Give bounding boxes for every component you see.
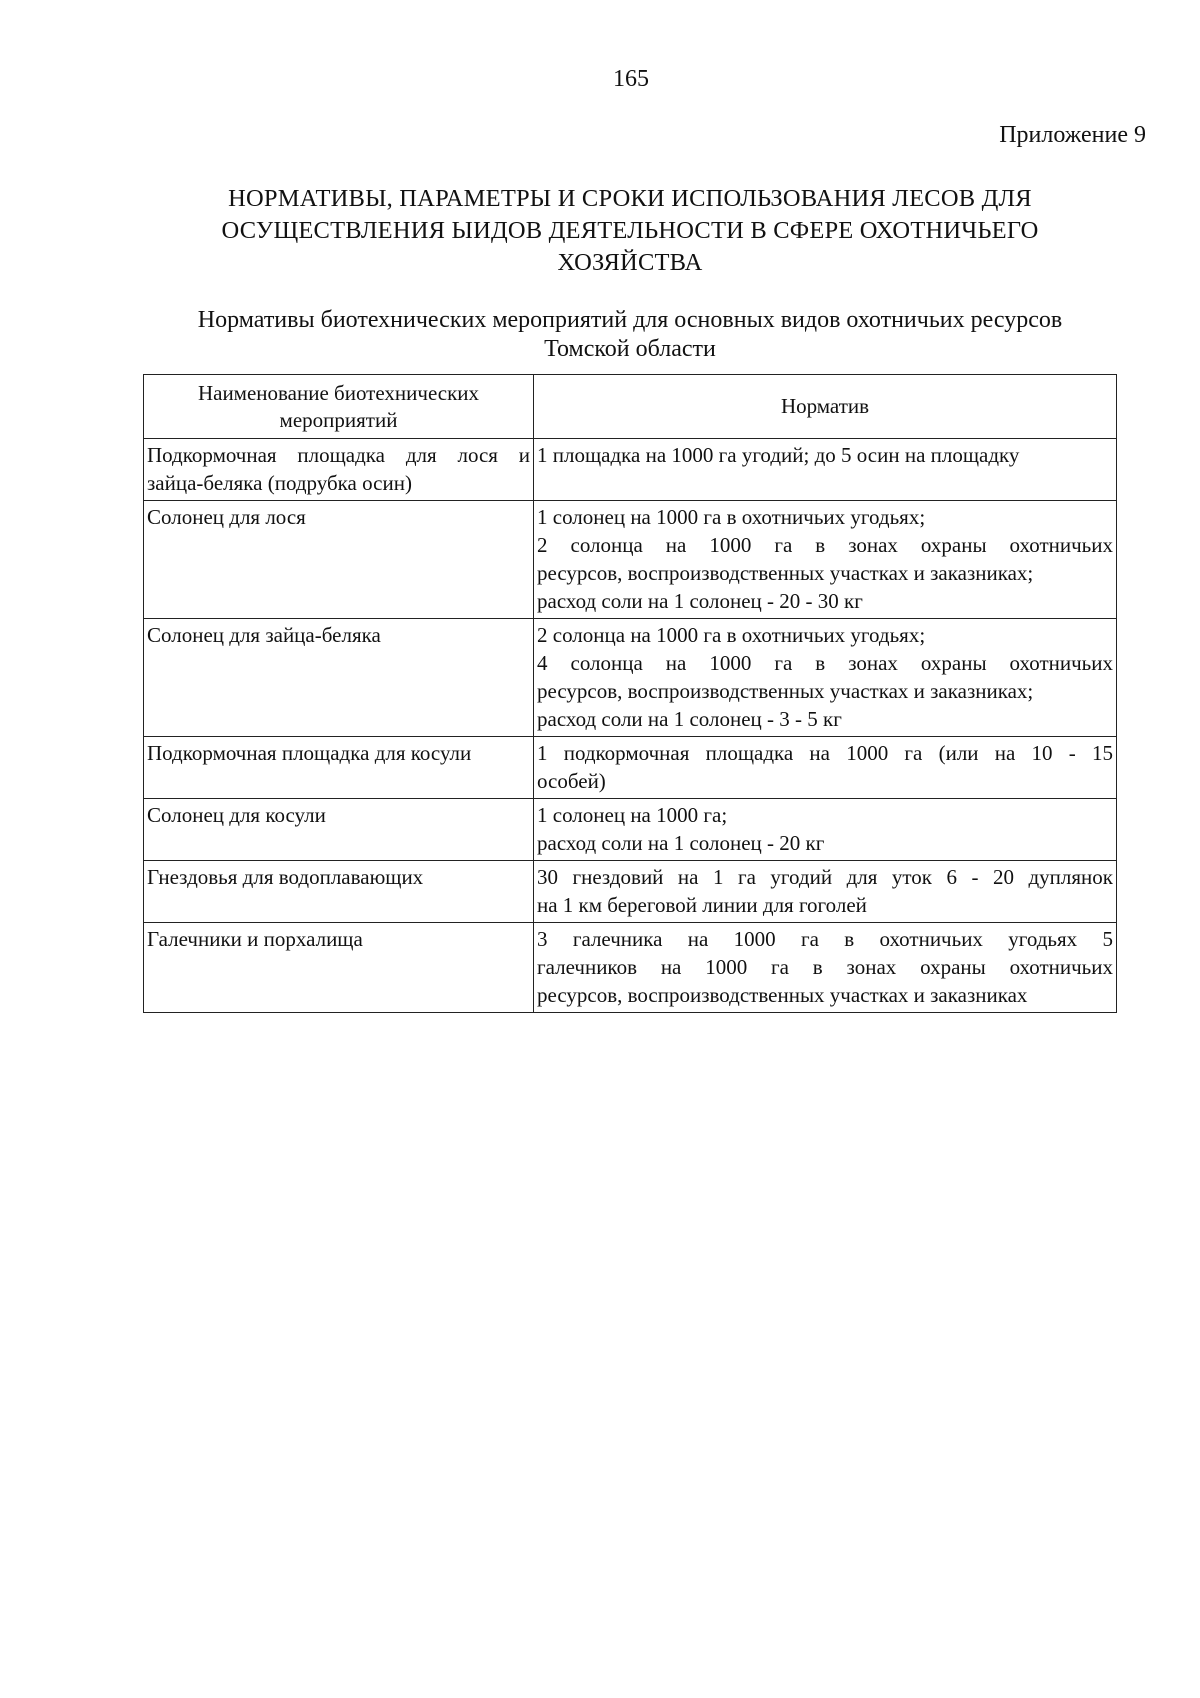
activity-name-cell (144, 619, 534, 737)
norm-line: 2 солонца на 1000 га в зонах охраны охотничьих (537, 533, 1113, 557)
norm-line: на 1 км береговой линии для гоголей (537, 893, 867, 917)
appendix-label: Приложение 9 (999, 122, 1146, 148)
document-title (170, 183, 1090, 279)
norm-cell (534, 439, 1117, 501)
activity-name-line: Подкормочная площадка для косули (147, 741, 472, 765)
table-body (144, 439, 1117, 1013)
norm-line: 3 галечника на 1000 га в охотничьих угодьях 5 (537, 927, 1113, 951)
table-row (144, 923, 1117, 1013)
norm-cell (534, 737, 1117, 799)
activity-name-line: Подкормочная площадка для лося и (147, 443, 530, 467)
caption-line: Нормативы биотехнических мероприятий для основных видов охотничьих ресурсов (197, 307, 1063, 333)
activity-name-line: зайца-беляка (подрубка осин) (147, 471, 412, 495)
activity-name-line: Солонец для лося (147, 505, 306, 529)
activity-name-cell (144, 923, 534, 1013)
norm-line: 1 солонец на 1000 га в охотничьих угодьях; (537, 505, 926, 529)
activity-name-cell (144, 799, 534, 861)
norm-line: 1 подкормочная площадка на 1000 га (или на 10 - 15 (537, 741, 1113, 765)
norm-cell (534, 501, 1117, 619)
title-line: НОРМАТИВЫ, ПАРАМЕТРЫ И СРОКИ ИСПОЛЬЗОВАНИЯ ЛЕСОВ ДЛЯ (228, 185, 1032, 212)
header-norm: Норматив (534, 375, 1117, 439)
table-caption (130, 306, 1130, 364)
norm-cell (534, 923, 1117, 1013)
norm-line: 30 гнездовий на 1 га угодий для уток 6 - 20 дуплянок (537, 865, 1113, 889)
page-number: 165 (613, 66, 649, 92)
activity-name-line: Галечники и порхалища (147, 927, 363, 951)
norm-line: расход соли на 1 солонец - 20 кг (537, 831, 825, 855)
activity-name-cell (144, 861, 534, 923)
norm-cell (534, 861, 1117, 923)
norm-line: ресурсов, воспроизводственных участках и заказниках (537, 983, 1028, 1007)
norm-line: 4 солонца на 1000 га в зонах охраны охотничьих (537, 651, 1113, 675)
norm-line: ресурсов, воспроизводственных участках и заказниках; (537, 679, 1034, 703)
title-line: ХОЗЯЙСТВА (557, 249, 703, 276)
norm-line: 1 площадка на 1000 га угодий; до 5 осин на площадку (537, 443, 1020, 467)
table-row (144, 501, 1117, 619)
norm-cell (534, 799, 1117, 861)
norm-cell (534, 619, 1117, 737)
table-row (144, 861, 1117, 923)
activity-name-cell (144, 501, 534, 619)
activity-name-line: Гнездовья для водоплавающих (147, 865, 424, 889)
table-row (144, 619, 1117, 737)
activity-name-cell (144, 439, 534, 501)
table-header-row (144, 375, 1117, 439)
norm-line: расход соли на 1 солонец - 3 - 5 кг (537, 707, 842, 731)
norm-line: 1 солонец на 1000 га; (537, 803, 728, 827)
norm-line: 2 солонца на 1000 га в охотничьих угодьях; (537, 623, 926, 647)
norm-line: особей) (537, 769, 606, 793)
table-row (144, 799, 1117, 861)
header-activity-name: Наименование биотехнических мероприятий (144, 375, 534, 439)
table-row (144, 439, 1117, 501)
activity-name-line: Солонец для зайца-беляка (147, 623, 381, 647)
norm-line: расход соли на 1 солонец - 20 - 30 кг (537, 589, 863, 613)
activity-name-cell (144, 737, 534, 799)
title-line: ОСУЩЕСТВЛЕНИЯ ЫИДОВ ДЕЯТЕЛЬНОСТИ В СФЕРЕ ОХОТНИЧЬЕГО (221, 217, 1039, 244)
activity-name-line: Солонец для косули (147, 803, 326, 827)
norm-line: галечников на 1000 га в зонах охраны охотничьих (537, 955, 1113, 979)
norms-table (143, 374, 1117, 1013)
norm-line: ресурсов, воспроизводственных участках и заказниках; (537, 561, 1034, 585)
table-row (144, 737, 1117, 799)
caption-line: Томской области (544, 336, 716, 362)
